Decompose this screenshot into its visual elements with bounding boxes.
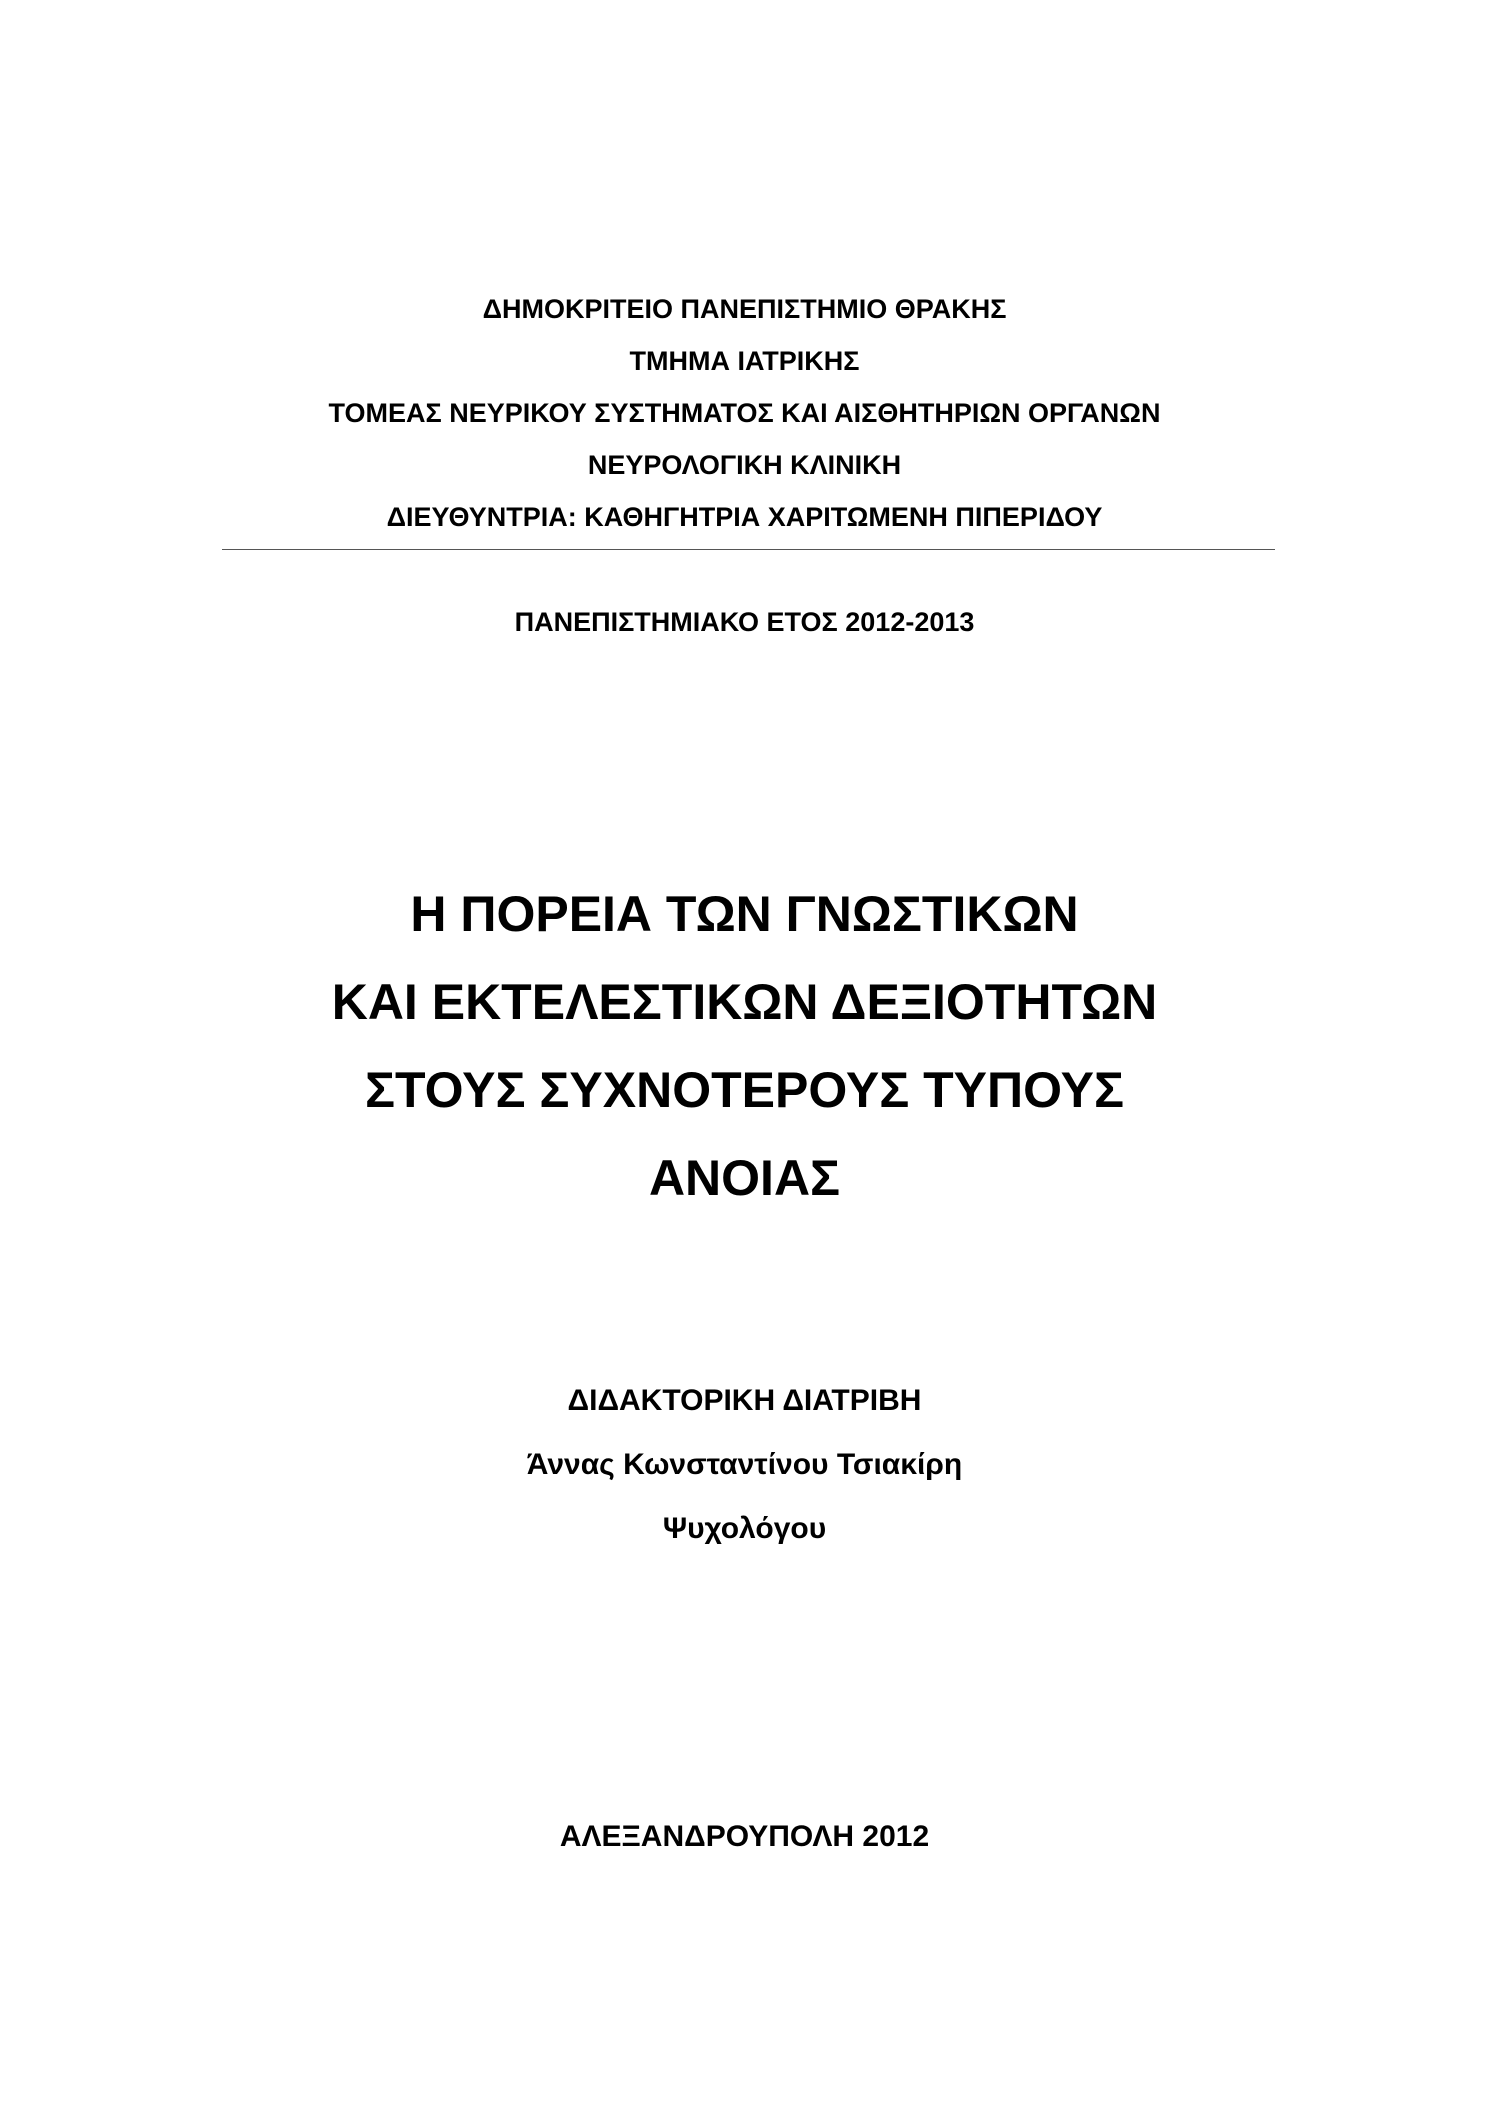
institution-header	[0, 283, 1489, 543]
title-line-4: ΑΝΟΙΑΣ	[648, 1150, 841, 1206]
director-name: ΔΙΕΥΘΥΝΤΡΙΑ: ΚΑΘΗΓΗΤΡΙΑ ΧΑΡΙΤΩΜΕΝΗ ΠΙΠΕΡΙΔΟΥ	[386, 502, 1103, 532]
sector-name: ΤΟΜΕΑΣ ΝΕΥΡΙΚΟΥ ΣΥΣΤΗΜΑΤΟΣ ΚΑΙ ΑΙΣΘΗΤΗΡΙΩΝ ΟΡΓΑΝΩΝ	[328, 398, 1161, 428]
clinic-name: ΝΕΥΡΟΛΟΓΙΚΗ ΚΛΙΝΙΚΗ	[587, 450, 902, 480]
title-line-3: ΣΤΟΥΣ ΣΥΧΝΟΤΕΡΟΥΣ ΤΥΠΟΥΣ	[365, 1062, 1124, 1118]
author-profession: Ψυχολόγου	[662, 1512, 827, 1545]
place-and-year: ΑΛΕΞΑΝΔΡΟΥΠΟΛΗ 2012	[559, 1820, 930, 1853]
academic-year: ΠΑΝΕΠΙΣΤΗΜΙΑΚΟ ΕΤΟΣ 2012-2013	[514, 607, 975, 637]
thesis-type: ΔΙΔΑΚΤΟΡΙΚΗ ΔΙΑΤΡΙΒΗ	[567, 1384, 922, 1417]
header-divider	[222, 549, 1275, 550]
department-name: ΤΜΗΜΑ ΙΑΤΡΙΚΗΣ	[629, 346, 860, 376]
title-line-2: ΚΑΙ ΕΚΤΕΛΕΣΤΙΚΩΝ ΔΕΞΙΟΤΗΤΩΝ	[331, 974, 1158, 1030]
author-name: Άννας Κωνσταντίνου Τσιακίρη	[526, 1448, 963, 1481]
university-name: ΔΗΜΟΚΡΙΤΕΙΟ ΠΑΝΕΠΙΣΤΗΜΙΟ ΘΡΑΚΗΣ	[482, 294, 1007, 324]
thesis-title	[0, 870, 1489, 1222]
title-line-1: Η ΠΟΡΕΙΑ ΤΩΝ ΓΝΩΣΤΙΚΩΝ	[410, 886, 1079, 942]
thesis-info	[0, 1369, 1489, 1561]
